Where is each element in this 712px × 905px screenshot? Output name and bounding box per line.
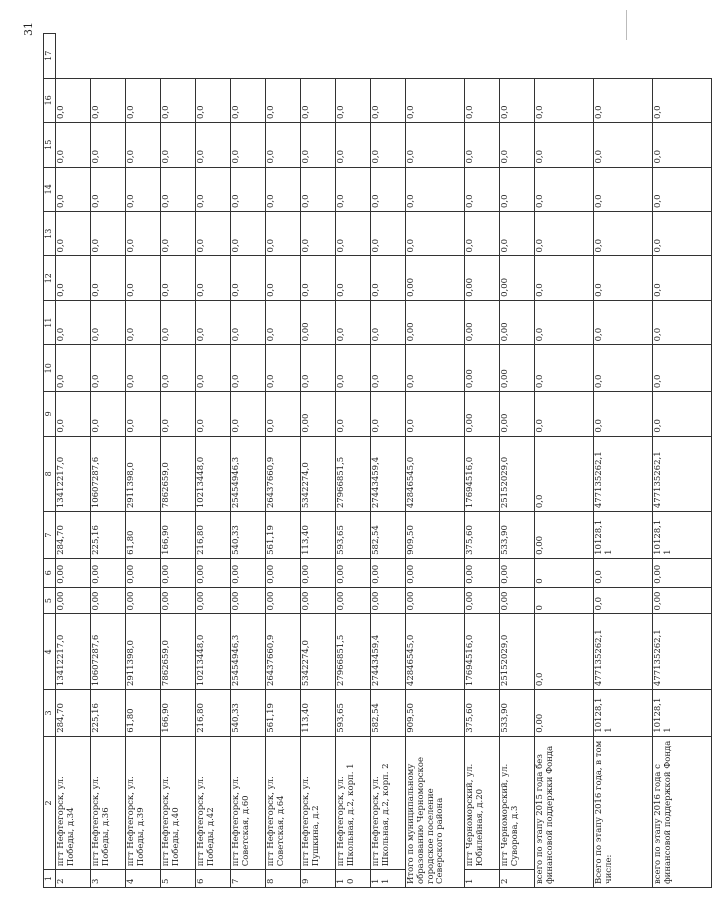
value-cell: 533,90 — [500, 512, 535, 559]
value-cell: 7862659,0 — [161, 436, 196, 512]
value-cell: 0,0 — [196, 300, 231, 344]
value-cell: 10607287,6 — [91, 436, 126, 512]
value-cell: 0,00 — [465, 587, 500, 614]
value-cell: 0,0 — [91, 78, 126, 122]
value-cell: 0,00 — [301, 587, 336, 614]
value-cell: 225,16 — [91, 690, 126, 737]
total-row — [406, 34, 465, 888]
row-index: 5 — [161, 870, 196, 888]
value-cell: 10128,11 — [594, 690, 653, 737]
value-cell: 0,0 — [56, 78, 91, 122]
value-cell: 0,0 — [301, 211, 336, 255]
value-cell: 0,0 — [126, 211, 161, 255]
address-cell: пгт Нефтегорск, ул. Победы, д.40 — [161, 736, 196, 869]
column-number: 7 — [44, 512, 56, 559]
value-cell: 216,80 — [196, 690, 231, 737]
value-cell: 0,0 — [301, 167, 336, 211]
value-cell: 0,0 — [56, 211, 91, 255]
row-index: 3 — [91, 870, 126, 888]
value-cell: 0,00 — [196, 558, 231, 587]
value-cell: 10128,11 — [594, 512, 653, 559]
value-cell: 0,0 — [406, 345, 465, 392]
value-cell: 0 — [535, 558, 594, 587]
value-cell: 25454946,3 — [231, 436, 266, 512]
value-cell: 0,00 — [465, 256, 500, 300]
value-cell: 0,0 — [371, 211, 406, 255]
value-cell: 10607287,6 — [91, 614, 126, 690]
value-cell: 0,0 — [91, 167, 126, 211]
value-cell: 0,0 — [594, 123, 653, 167]
value-cell: 0,00 — [535, 512, 594, 559]
housing-program-table — [43, 33, 712, 888]
value-cell: 0,0 — [126, 392, 161, 436]
value-cell: 0,00 — [500, 345, 535, 392]
value-cell: 909,50 — [406, 512, 465, 559]
column-number: 13 — [44, 211, 56, 255]
value-cell: 0,00 — [91, 587, 126, 614]
table-row — [266, 34, 301, 888]
value-cell: 25152029,0 — [500, 436, 535, 512]
value-cell: 0,0 — [161, 345, 196, 392]
value-cell: 0,0 — [336, 167, 371, 211]
value-cell: 0,0 — [56, 256, 91, 300]
column-number: 11 — [44, 300, 56, 344]
row-index: 1 — [465, 870, 500, 888]
value-cell: 0,00 — [406, 558, 465, 587]
row-index: 2 — [500, 870, 535, 888]
address-cell: пгт Нефтегорск, ул. Советская, д.64 — [266, 736, 301, 869]
value-cell: 0,0 — [336, 123, 371, 167]
address-cell: пгт Нефтегорск, ул. Пушкина, д.2 — [301, 736, 336, 869]
value-cell: 0,0 — [196, 167, 231, 211]
value-cell: 225,16 — [91, 512, 126, 559]
value-cell: 17694516,0 — [465, 614, 500, 690]
value-cell: 27966851,5 — [336, 436, 371, 512]
column-number: 12 — [44, 256, 56, 300]
value-cell: 0,0 — [594, 78, 653, 122]
value-cell: 0,00 — [161, 587, 196, 614]
value-cell: 0,0 — [196, 78, 231, 122]
value-cell: 27966851,5 — [336, 614, 371, 690]
value-cell: 0,0 — [126, 78, 161, 122]
value-cell: 0,00 — [301, 558, 336, 587]
value-cell: 0,0 — [535, 256, 594, 300]
value-cell: 0,0 — [266, 300, 301, 344]
value-cell: 0,0 — [371, 300, 406, 344]
value-cell: 0,0 — [231, 167, 266, 211]
address-cell: пгт Нефтегорск, ул. Победы, д.39 — [126, 736, 161, 869]
value-cell: 593,65 — [336, 512, 371, 559]
value-cell: 0,0 — [126, 123, 161, 167]
value-cell: 10213448,0 — [196, 614, 231, 690]
address-cell: пгт Нефтегорск, ул. Победы, д.36 — [91, 736, 126, 869]
value-cell: 0,0 — [371, 123, 406, 167]
value-cell: 0,0 — [465, 211, 500, 255]
value-cell: 477135262,1 — [653, 614, 712, 690]
value-cell: 0,0 — [371, 392, 406, 436]
value-cell: 0,0 — [371, 345, 406, 392]
value-cell: 166,90 — [161, 512, 196, 559]
value-cell: 0,0 — [126, 167, 161, 211]
value-cell: 0,0 — [161, 256, 196, 300]
value-cell: 0,0 — [301, 78, 336, 122]
column-number-row — [44, 34, 56, 888]
column-number: 3 — [44, 690, 56, 737]
value-cell: 0,00 — [465, 300, 500, 344]
value-cell: 0,0 — [535, 345, 594, 392]
value-cell: 284,70 — [56, 690, 91, 737]
value-cell: 0,0 — [653, 345, 712, 392]
value-cell: 0,00 — [371, 587, 406, 614]
value-cell: 582,54 — [371, 690, 406, 737]
value-cell: 0,0 — [91, 256, 126, 300]
value-cell: 0,00 — [500, 558, 535, 587]
row-index: 2 — [56, 870, 91, 888]
row-index: 4 — [126, 870, 161, 888]
value-cell: 0,0 — [406, 78, 465, 122]
value-cell: 0,0 — [301, 345, 336, 392]
table-row — [371, 34, 406, 888]
value-cell: 27443459,4 — [371, 614, 406, 690]
value-cell: 477135262,1 — [653, 436, 712, 512]
value-cell: 10128,11 — [653, 690, 712, 737]
value-cell: 0,00 — [465, 558, 500, 587]
value-cell: 0,0 — [196, 211, 231, 255]
column-number: 6 — [44, 558, 56, 587]
value-cell: 0,00 — [500, 256, 535, 300]
value-cell: 0,0 — [371, 78, 406, 122]
value-cell: 26437660,9 — [266, 614, 301, 690]
value-cell: 42846545,0 — [406, 436, 465, 512]
table-row — [126, 34, 161, 888]
value-cell: 533,90 — [500, 690, 535, 737]
total-row — [653, 34, 712, 888]
value-cell: 0,0 — [535, 614, 594, 690]
value-cell: 25152029,0 — [500, 614, 535, 690]
value-cell: 0,0 — [336, 211, 371, 255]
value-cell: 0,0 — [161, 78, 196, 122]
value-cell: 593,65 — [336, 690, 371, 737]
value-cell: 0,0 — [231, 256, 266, 300]
total-row — [535, 34, 594, 888]
value-cell: 0,0 — [161, 123, 196, 167]
rotated-table-container — [43, 33, 712, 888]
value-cell: 0,0 — [56, 392, 91, 436]
value-cell: 0,0 — [465, 123, 500, 167]
row-index: 9 — [301, 870, 336, 888]
value-cell: 0,00 — [91, 558, 126, 587]
value-cell: 0,00 — [653, 558, 712, 587]
value-cell: 0,00 — [266, 558, 301, 587]
value-cell: 0,0 — [500, 78, 535, 122]
value-cell: 0,0 — [196, 345, 231, 392]
value-cell: 61,80 — [126, 512, 161, 559]
value-cell: 113,40 — [301, 512, 336, 559]
value-cell: 0,00 — [196, 587, 231, 614]
value-cell: 540,33 — [231, 512, 266, 559]
value-cell: 0,0 — [91, 392, 126, 436]
value-cell: 113,40 — [301, 690, 336, 737]
value-cell: 0,00 — [56, 558, 91, 587]
value-cell: 5342274,0 — [301, 614, 336, 690]
total-label: всего по этапу 2016 года с финансовой поддержкой Фонда — [653, 736, 712, 887]
value-cell: 0,0 — [465, 167, 500, 211]
value-cell: 0,00 — [465, 392, 500, 436]
value-cell: 0,0 — [371, 256, 406, 300]
value-cell: 0,0 — [266, 256, 301, 300]
value-cell: 0,0 — [500, 211, 535, 255]
value-cell: 5342274,0 — [301, 436, 336, 512]
value-cell: 0,0 — [336, 78, 371, 122]
value-cell: 909,50 — [406, 690, 465, 737]
value-cell: 0,0 — [594, 587, 653, 614]
value-cell: 17694516,0 — [465, 436, 500, 512]
address-cell: пгт Нефтегорск, ул. Победы, д.34 — [56, 736, 91, 869]
value-cell: 0,0 — [91, 345, 126, 392]
value-cell: 0,0 — [126, 256, 161, 300]
table-row — [465, 34, 500, 888]
page-number: 31 — [22, 22, 35, 36]
value-cell: 0,0 — [653, 392, 712, 436]
column-number: 14 — [44, 167, 56, 211]
value-cell: 582,54 — [371, 512, 406, 559]
value-cell: 0,0 — [653, 123, 712, 167]
value-cell: 0,00 — [231, 587, 266, 614]
column-number: 2 — [44, 736, 56, 869]
value-cell: 0,00 — [500, 300, 535, 344]
row-index: 10 — [336, 870, 371, 888]
value-cell: 0,00 — [535, 690, 594, 737]
value-cell: 0,0 — [301, 256, 336, 300]
value-cell: 0,0 — [266, 392, 301, 436]
value-cell: 0,0 — [465, 78, 500, 122]
value-cell: 61,80 — [126, 690, 161, 737]
value-cell: 0,0 — [266, 345, 301, 392]
value-cell: 0,00 — [266, 587, 301, 614]
value-cell: 27443459,4 — [371, 436, 406, 512]
value-cell: 0,0 — [371, 167, 406, 211]
value-cell: 0,0 — [653, 167, 712, 211]
row-index: 6 — [196, 870, 231, 888]
value-cell: 0,0 — [266, 211, 301, 255]
value-cell: 0,0 — [594, 392, 653, 436]
value-cell: 0,0 — [406, 211, 465, 255]
value-cell: 2911398,0 — [126, 614, 161, 690]
value-cell: 0,00 — [161, 558, 196, 587]
value-cell: 0,00 — [500, 392, 535, 436]
table-row — [196, 34, 231, 888]
address-cell: пгт Нефтегорск, ул. Победы, д.42 — [196, 736, 231, 869]
value-cell: 0,0 — [594, 345, 653, 392]
value-cell: 0,00 — [371, 558, 406, 587]
value-cell: 26437660,9 — [266, 436, 301, 512]
column-number: 9 — [44, 392, 56, 436]
value-cell: 0,0 — [594, 256, 653, 300]
table-row — [301, 34, 336, 888]
address-cell: пгт Черноморский, ул. Суворова, д.3 — [500, 736, 535, 869]
value-cell: 284,70 — [56, 512, 91, 559]
table-row — [500, 34, 535, 888]
value-cell: 0,0 — [56, 345, 91, 392]
value-cell: 0,00 — [301, 392, 336, 436]
value-cell: 0,0 — [91, 211, 126, 255]
value-cell: 0,0 — [231, 123, 266, 167]
value-cell: 0,00 — [301, 300, 336, 344]
value-cell: 166,90 — [161, 690, 196, 737]
value-cell: 540,33 — [231, 690, 266, 737]
value-cell: 0,0 — [91, 123, 126, 167]
value-cell: 0,00 — [406, 300, 465, 344]
value-cell: 0,0 — [336, 392, 371, 436]
value-cell: 0,00 — [336, 587, 371, 614]
value-cell: 0,0 — [266, 123, 301, 167]
value-cell: 0,0 — [653, 211, 712, 255]
value-cell: 0,0 — [535, 211, 594, 255]
value-cell: 0,0 — [653, 256, 712, 300]
table-row — [91, 34, 126, 888]
value-cell: 0,0 — [406, 392, 465, 436]
address-cell: пгт Черноморский, ул. Юбилейная, д.20 — [465, 736, 500, 869]
value-cell: 0,0 — [231, 211, 266, 255]
total-label: Всего по этапу 2016 года, в том числе: — [594, 736, 653, 887]
value-cell: 0,0 — [231, 78, 266, 122]
column-number: 1 — [44, 870, 56, 888]
address-cell: пгт Нефтегорск, ул. Школьная, д.2, корп. 2 — [371, 736, 406, 869]
value-cell: 13412217,0 — [56, 436, 91, 512]
row-index: 8 — [266, 870, 301, 888]
value-cell: 0,00 — [56, 587, 91, 614]
value-cell: 0,0 — [161, 167, 196, 211]
value-cell: 0,0 — [653, 300, 712, 344]
value-cell: 0,00 — [653, 587, 712, 614]
value-cell: 0,0 — [594, 211, 653, 255]
value-cell: 0,0 — [535, 167, 594, 211]
column-number: 16 — [44, 78, 56, 122]
value-cell: 0,0 — [196, 256, 231, 300]
value-cell: 0,0 — [406, 123, 465, 167]
value-cell: 0,00 — [126, 558, 161, 587]
table-row — [336, 34, 371, 888]
column-number: 10 — [44, 345, 56, 392]
column-number: 15 — [44, 123, 56, 167]
value-cell: 0,0 — [56, 300, 91, 344]
column-number: 5 — [44, 587, 56, 614]
value-cell: 0,0 — [406, 167, 465, 211]
row-index: 11 — [371, 870, 406, 888]
value-cell: 0,0 — [535, 300, 594, 344]
value-cell: 0,0 — [91, 300, 126, 344]
value-cell: 0,0 — [594, 558, 653, 587]
value-cell: 216,80 — [196, 512, 231, 559]
value-cell: 0,0 — [126, 345, 161, 392]
total-label: Итого по муниципальному образованию Черноморское городское поселение Северского района — [406, 736, 465, 887]
value-cell: 561,19 — [266, 690, 301, 737]
value-cell: 0,0 — [594, 167, 653, 211]
value-cell: 375,60 — [465, 690, 500, 737]
value-cell: 0,0 — [161, 300, 196, 344]
column-number: 4 — [44, 614, 56, 690]
value-cell: 0,0 — [535, 392, 594, 436]
table-row — [56, 34, 91, 888]
value-cell: 13412217,0 — [56, 614, 91, 690]
value-cell: 0,0 — [653, 78, 712, 122]
value-cell: 0,00 — [231, 558, 266, 587]
total-label: всего по этапу 2015 года без финансовой поддержки Фонда — [535, 736, 594, 887]
value-cell: 25454946,3 — [231, 614, 266, 690]
value-cell: 0,0 — [126, 300, 161, 344]
value-cell: 0,0 — [231, 345, 266, 392]
value-cell: 0,0 — [336, 300, 371, 344]
value-cell: 0,0 — [336, 345, 371, 392]
value-cell: 10128,11 — [653, 512, 712, 559]
value-cell: 0,0 — [500, 123, 535, 167]
value-cell: 0,0 — [231, 300, 266, 344]
value-cell: 0,00 — [406, 256, 465, 300]
column-number: 17 — [44, 34, 56, 79]
value-cell: 0 — [535, 587, 594, 614]
table-row — [161, 34, 196, 888]
value-cell: 0,0 — [196, 392, 231, 436]
value-cell: 7862659,0 — [161, 614, 196, 690]
value-cell: 0,0 — [56, 123, 91, 167]
value-cell: 477135262,1 — [594, 436, 653, 512]
column-number: 8 — [44, 436, 56, 512]
address-cell: пгт Нефтегорск, ул. Школьная, д.2, корп. 1 — [336, 736, 371, 869]
value-cell: 0,0 — [56, 167, 91, 211]
value-cell: 0,00 — [336, 558, 371, 587]
value-cell: 0,0 — [500, 167, 535, 211]
value-cell: 0,0 — [266, 167, 301, 211]
value-cell: 561,19 — [266, 512, 301, 559]
value-cell: 0,0 — [301, 123, 336, 167]
value-cell: 0,00 — [465, 345, 500, 392]
value-cell: 0,0 — [535, 123, 594, 167]
value-cell: 0,0 — [161, 392, 196, 436]
value-cell: 42846545,0 — [406, 614, 465, 690]
value-cell: 0,0 — [594, 300, 653, 344]
value-cell: 0,0 — [231, 392, 266, 436]
value-cell: 2911398,0 — [126, 436, 161, 512]
value-cell: 477135262,1 — [594, 614, 653, 690]
value-cell: 0,0 — [336, 256, 371, 300]
table-row — [231, 34, 266, 888]
value-cell: 0,0 — [266, 78, 301, 122]
value-cell: 0,0 — [535, 436, 594, 512]
value-cell: 375,60 — [465, 512, 500, 559]
value-cell: 0,0 — [196, 123, 231, 167]
value-cell: 10213448,0 — [196, 436, 231, 512]
value-cell: 0,0 — [161, 211, 196, 255]
address-cell: пгт Нефтегорск, ул. Советская, д.60 — [231, 736, 266, 869]
total-row — [594, 34, 653, 888]
value-cell: 0,00 — [500, 587, 535, 614]
value-cell: 0,00 — [126, 587, 161, 614]
value-cell: 0,0 — [535, 78, 594, 122]
value-cell: 0,00 — [406, 587, 465, 614]
row-index: 7 — [231, 870, 266, 888]
